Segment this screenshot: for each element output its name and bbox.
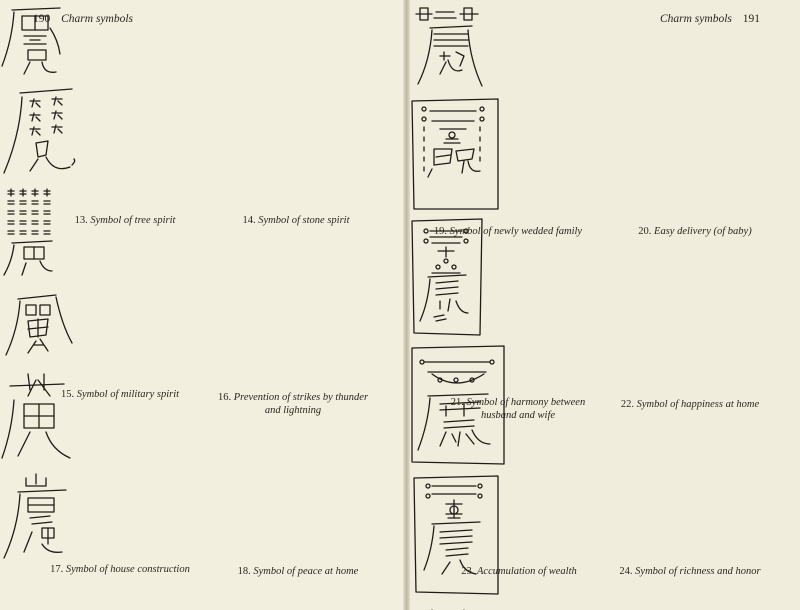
- right-running-title: Charm symbols: [659, 13, 732, 25]
- charm-symbol-13-drawing: [0, 0, 70, 80]
- figure-13-caption: 13. Symbol of tree spirit: [74, 215, 176, 226]
- figure-19-caption: 19. Symbol of newly wedded family: [433, 226, 583, 237]
- figure-24-caption: 24. Symbol of richness and honor: [619, 566, 761, 577]
- figure-14-caption: 14. Symbol of stone spirit: [242, 215, 350, 226]
- right-page: [410, 0, 800, 610]
- figure-22-caption: 22. Symbol of happiness at home: [620, 399, 760, 410]
- figure-18: [0, 470, 403, 577]
- figure-23-caption: 23. Accumulation of wealth: [461, 566, 577, 577]
- right-page-header: [660, 13, 760, 25]
- charm-symbol-17-drawing: [0, 370, 80, 465]
- figure-20-caption: 20. Easy delivery (of baby): [638, 226, 752, 237]
- figure-18-caption: 18. Symbol of peace at home: [237, 566, 359, 577]
- charm-symbol-14-drawing: [0, 85, 90, 180]
- charm-symbol-23-drawing: [410, 474, 505, 599]
- figure-15-caption: 15. Symbol of military spirit: [60, 389, 180, 400]
- figure-17-caption: 17. Symbol of house construction: [50, 564, 190, 575]
- right-page-number: 191: [742, 13, 760, 25]
- charm-symbol-15-drawing: [0, 185, 60, 280]
- charm-symbol-20-drawing: [410, 97, 505, 212]
- charm-symbol-19-drawing: [410, 0, 490, 92]
- left-page-header: [33, 13, 133, 25]
- figure-16-caption: 16. Prevention of strikes by thunder and lightning: [217, 392, 369, 416]
- charm-symbol-16-drawing: [0, 285, 80, 365]
- figure-21-caption: 21. Symbol of harmony between husband and wife: [450, 397, 586, 421]
- left-page-number: 190: [33, 13, 51, 25]
- charm-symbol-18-drawing: [0, 470, 80, 565]
- figure-15: [0, 185, 403, 400]
- book-gutter: [403, 0, 410, 610]
- left-running-title: Charm symbols: [61, 13, 134, 25]
- figure-23: [410, 474, 800, 604]
- charm-symbol-24-drawing: [410, 604, 490, 610]
